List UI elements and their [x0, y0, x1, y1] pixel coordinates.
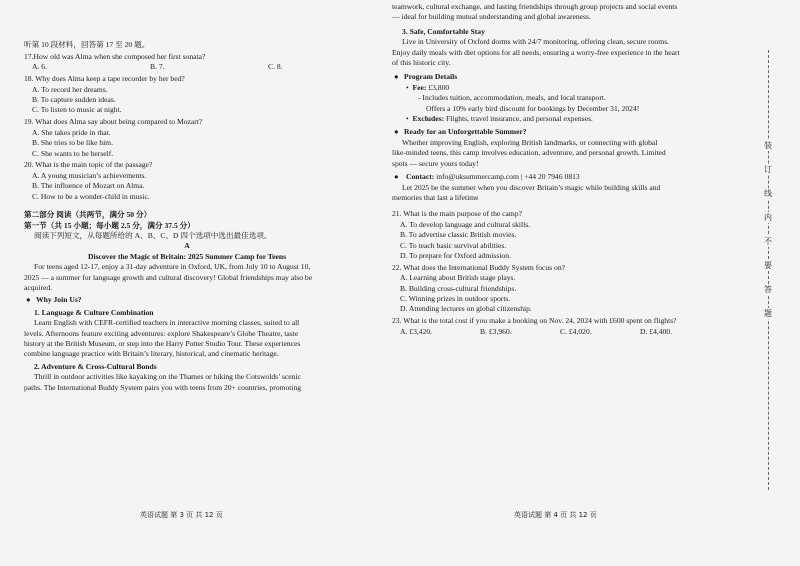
fee-offer: Offers a 10% early bird discount for bookings by December 31, 2024! — [426, 103, 640, 113]
ready-text: Whether improving English, exploring British landmarks, or connecting with global like-minded teens, this camp involves education, adventure, and personal growth. Limited spots — secure yours today! — [392, 137, 666, 168]
option-a: A. To record her dreams. — [32, 84, 108, 94]
bullet-icon: ● — [394, 172, 399, 182]
fee-line: • Fee: £3,800 — [406, 82, 450, 92]
right-column — [392, 2, 736, 337]
option-a: A. £3,420. — [400, 326, 433, 336]
option-b: B. To capture sudden ideas. — [32, 95, 116, 105]
adventure-text-continued: teamwork, cultural exchange, and lasting friendships through group projects and social events — ideal for building mutual understanding and global awareness. — [392, 2, 678, 22]
passage-intro: For teens aged 12-17, enjoy a 31-day adventure in Oxford, UK, from July 10 to August 10, 2025 — a summer for language growth and cultural discovery! Global friendships may also be acquired. — [24, 262, 313, 292]
question-19: 19. What does Alma say about being compared to Mozart? A. She takes pride in that. B. She tries to be like him. C. She wants to be herself. — [24, 117, 350, 159]
subheading-language-culture: 1. Language & Culture Combination — [34, 307, 154, 317]
option-c: C. 8. — [268, 62, 283, 72]
options-row — [392, 327, 736, 337]
contact-line: ● Contact: info@uksummercamp.com | +44 20 7946 0813 — [394, 172, 580, 182]
options-row — [24, 62, 350, 72]
right-page — [392, 0, 738, 566]
fee-includes: - Includes tuition, accommodation, meals, and local transport. — [418, 93, 606, 103]
option-c: C. How to be a wonder-child in music. — [32, 191, 150, 201]
option-b: B. 7. — [150, 62, 165, 72]
listening-intro: 听第 10 段材料，回答第 17 至 20 题。 — [24, 40, 150, 49]
option-b: B. £3,960. — [480, 326, 512, 336]
bullet-icon: • — [406, 114, 409, 124]
question-text: What is the total cost if you make a booking on Nov. 24, 2024 with £600 spent on flights? — [403, 316, 677, 326]
part2-title: 第二部分 阅读（共两节，满分 50 分） — [24, 210, 152, 220]
option-b: B. The influence of Mozart on Alma. — [32, 181, 145, 191]
question-21: 21. What is the main purpose of the camp? A. To develop language and cultural skills. B. To advertise classic British movies. C. To teach basic survival abilities. D. To prepare for Oxford admission. — [392, 209, 736, 261]
contact-info: info@uksummercamp.com | +44 20 7946 0813 — [436, 172, 580, 182]
question-text: What is the main purpose of the camp? — [403, 209, 522, 219]
program-details-heading: ● Program Details — [394, 72, 458, 82]
option-b: B. She tries to be like him. — [32, 138, 113, 148]
option-c: C. £4,020. — [560, 326, 592, 336]
page-footer: 英语试题 第 3 页 共 12 页 — [140, 511, 223, 519]
why-join-heading: ● Why Join Us? — [26, 295, 82, 305]
question-18: 18. Why does Alma keep a tape recorder by her bed? A. To record her dreams. B. To capture sudden ideas. C. To listen to music at night. — [24, 74, 350, 116]
question-22: 22. What does the International Buddy System focus on? A. Learning about British stage plays. B. Building cross-cultural friendships. C. Winning prizes in outdoor sports. D. Attending lectures on global citizenship. — [392, 263, 736, 315]
excludes-line: • Excludes: Flights, travel insurance, and personal expenses. — [406, 114, 593, 124]
binding-warning: 装 订 线 内 不 要 答 题 — [754, 140, 782, 332]
option-c: C. Winning prizes in outdoor sports. — [400, 294, 511, 304]
bullet-icon: ● — [394, 127, 399, 137]
left-page — [0, 0, 392, 566]
left-column — [24, 40, 350, 393]
question-text: Why does Alma keep a tape recorder by her bed? — [35, 74, 185, 84]
question-text: What is the main topic of the passage? — [35, 160, 153, 170]
safe-stay-text: Live in University of Oxford dorms with 24/7 monitoring, offering clean, secure rooms. Enjoy daily meals with diet options for all needs, ensuring a worry-free experience in the heart of this historic city. — [392, 37, 680, 68]
passage-letter: A — [184, 241, 190, 251]
closing-text: Let 2025 be the summer when you discover Britain’s magic while building skills and memories that last a lifetime — [392, 182, 661, 202]
passage-title: Discover the Magic of Britain: 2025 Summer Camp for Teens — [87, 251, 287, 261]
ready-heading: ● Ready for an Unforgettable Summer? — [394, 127, 527, 137]
option-a: A. Learning about British stage plays. — [400, 273, 516, 283]
option-d: D. Attending lectures on global citizenship. — [400, 304, 532, 314]
option-c: C. She wants to be herself. — [32, 148, 114, 158]
option-c: C. To teach basic survival abilities. — [400, 240, 507, 250]
question-23: 23. What is the total cost if you make a booking on Nov. 24, 2024 with £600 spent on flights? A. £3,420. B. £3,960. C. £4,020. D. £4,400. — [392, 316, 736, 337]
question-20: 20. What is the main topic of the passage? A. A young musician’s achievements. B. The influence of Mozart on Alma. C. How to be a wonder-child in music. — [24, 160, 350, 202]
bullet-icon: ● — [394, 72, 399, 82]
fee-value: £3,800 — [428, 82, 450, 92]
option-a: A. 6. — [32, 62, 47, 72]
page-footer: 英语试题 第 4 页 共 12 页 — [514, 511, 597, 519]
option-b: B. Building cross-cultural friendships. — [400, 283, 517, 293]
option-d: D. £4,400. — [640, 326, 673, 336]
language-culture-text: Learn English with CEFR-certified teachers in interactive morning classes, suited to all levels. Afternoons feature exciting adventures: explore Shakespeare’s Globe Theatre, taste history at the British Museum, or step into the Harry Potter Studio Tour. These experiences combine language practice with Britain’s literary, historical, and cinematic heritage. — [24, 318, 301, 359]
option-c: C. To listen to music at night. — [32, 105, 122, 115]
reading-instruction: 阅读下列短文，从每题所给的 A、B、C、D 四个选项中选出最佳选项。 — [34, 230, 272, 240]
option-a: A. A young musician’s achievements. — [32, 170, 147, 180]
option-a: A. She takes pride in that. — [32, 127, 111, 137]
question-text: What does Alma say about being compared to Mozart? — [35, 117, 203, 127]
subheading-adventure: 2. Adventure & Cross-Cultural Bonds — [34, 361, 157, 371]
option-a: A. To develop language and cultural skills. — [400, 219, 531, 229]
adventure-text: Thrill in outdoor activities like kayaking on the Thames or hiking the Cotswolds’ scenic paths. The International Buddy System pairs you with teens from 20+ countries, promoting — [24, 372, 302, 392]
binding-margin — [740, 0, 800, 566]
option-d: D. To prepare for Oxford admission. — [400, 250, 511, 260]
option-b: B. To advertise classic British movies. — [400, 230, 517, 240]
question-text: What does the International Buddy System focus on? — [403, 262, 566, 272]
bullet-icon: ● — [26, 295, 31, 305]
bullet-icon: • — [406, 82, 409, 92]
question-text: How old was Alma when she composed her first sonata? — [33, 51, 206, 61]
subheading-safe-stay: 3. Safe, Comfortable Stay — [402, 26, 485, 36]
section1-title: 第一节（共 15 小题；每小题 2.5 分，满分 37.5 分） — [24, 220, 195, 230]
question-17: 17.How old was Alma when she composed her first sonata? A. 6. B. 7. C. 8. — [24, 52, 350, 73]
